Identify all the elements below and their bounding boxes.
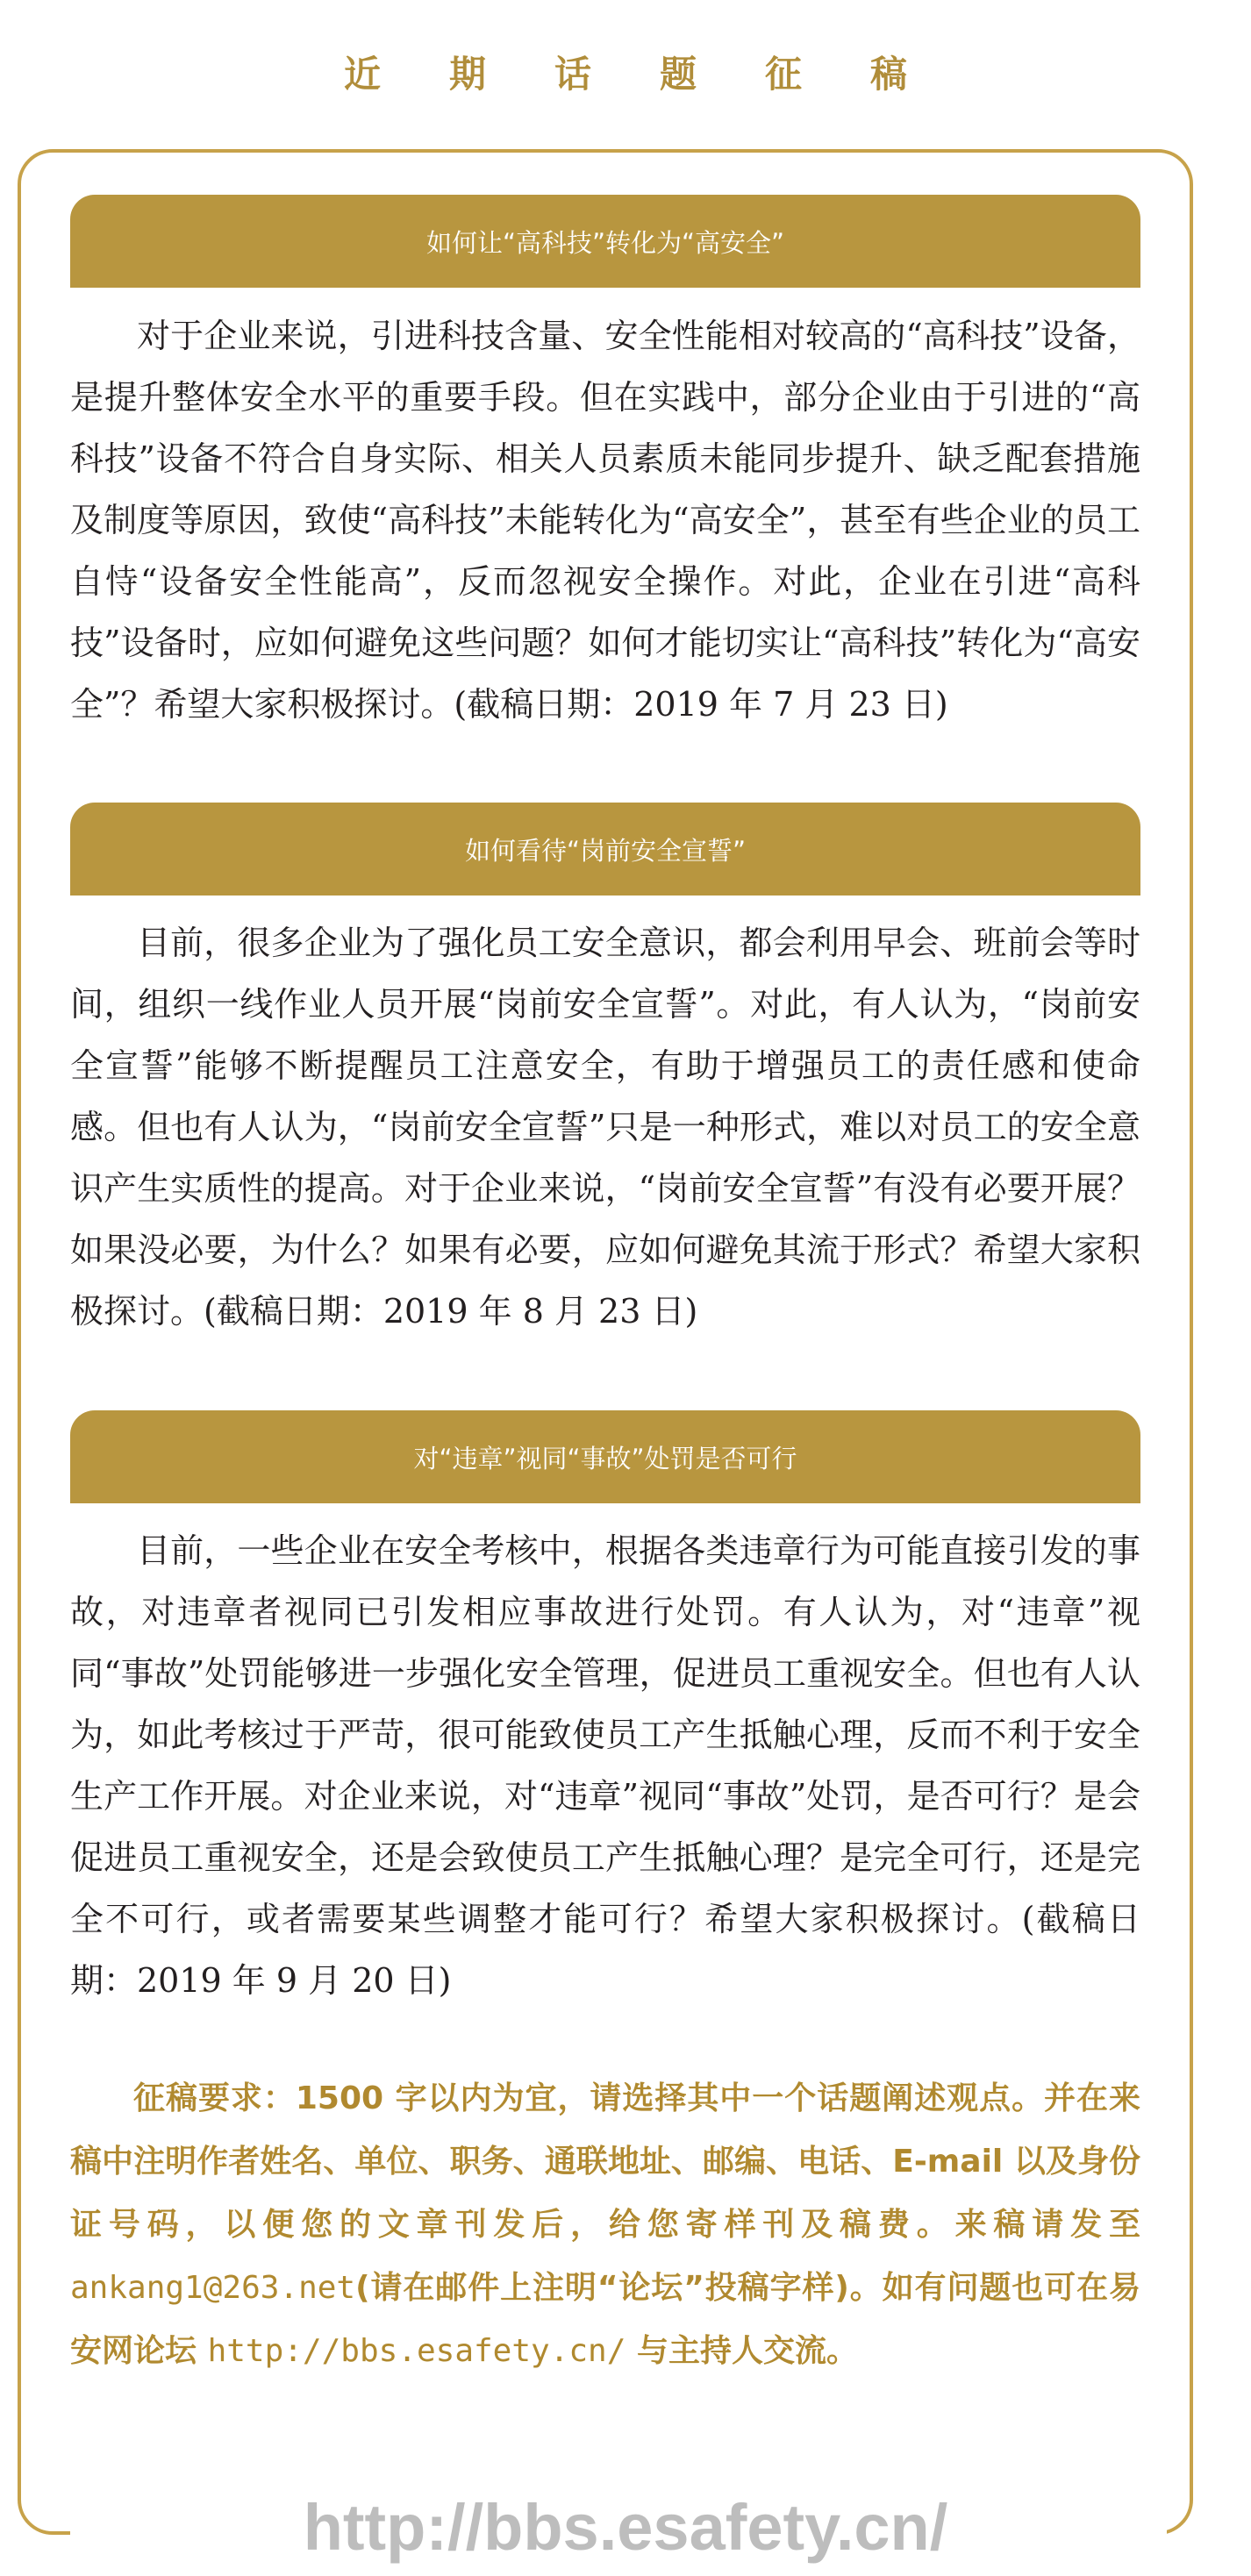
requirements-text: 征稿要求：1500 字以内为宜，请选择其中一个话题阐述观点。并在来稿中注明作者姓名、单位、职务、通联地址、邮编、电话、E-mail 以及身份证号码，以便您的文章刊发后，给您寄样刊及稿费。来稿请发至 — [70, 2080, 1140, 2243]
topic-1-title: 如何让“高科技”转化为“高安全” — [70, 195, 1140, 288]
requirements-text-2: (请在邮件上注明“论坛”投稿字样)。如有问题也可在易安网论坛 — [70, 2270, 1140, 2369]
requirements-text-end: 与主持人交流。 — [636, 2333, 858, 2369]
submission-email[interactable]: ankang1@263.net — [70, 2270, 356, 2306]
topic-2-title: 如何看待“岗前安全宣誓” — [70, 803, 1140, 896]
topic-2-body: 目前，很多企业为了强化员工安全意识，都会利用早会、班前会等时间，组织一线作业人员开展“岗前安全宣誓”。对此，有人认为，“岗前安全宣誓”能够不断提醒员工注意安全，有助于增强员工的责任感和使命感。但也有人认为，“岗前安全宣誓”只是一种形式，难以对员工的安全意识产生实质性的提高。对于企业来说，“岗前安全宣誓”有没有必要开展？如果没必要，为什么？如果有必要，应如何避免其流于形式？希望大家积极探讨。(截稿日期：2019 年 8 月 23 日) — [70, 924, 1140, 1331]
topic-3-title: 对“违章”视同“事故”处罚是否可行 — [70, 1410, 1140, 1503]
topic-1-body: 对于企业来说，引进科技含量、安全性能相对较高的“高科技”设备，是提升整体安全水平的重要手段。但在实践中，部分企业由于引进的“高科技”设备不符合自身实际、相关人员素质未能同步提升、缺乏配套措施及制度等原因，致使“高科技”未能转化为“高安全”，甚至有些企业的员工自恃“设备安全性能高”，反而忽视安全操作。对此，企业在引进“高科技”设备时，应如何避免这些问题？如何才能切实让“高科技”转化为“高安全”？希望大家积极探讨。(截稿日期：2019 年 7 月 23 日) — [70, 317, 1140, 724]
topic-3-body: 目前，一些企业在安全考核中，根据各类违章行为可能直接引发的事故，对违章者视同已引发相应事故进行处罚。有人认为，对“违章”视同“事故”处罚能够进一步强化安全管理，促进员工重视安全。但也有人认为，如此考核过于严苛，很可能致使员工产生抵触心理，反而不利于安全生产工作开展。对企业来说，对“违章”视同“事故”处罚，是否可行？是会促进员工重视安全，还是会致使员工产生抵触心理？是完全可行，还是完全不可行，或者需要某些调整才能可行？希望大家积极探讨。(截稿日期：2019 年 9 月 20 日) — [70, 1531, 1140, 2000]
page-title: 近期话题征稿 — [343, 53, 976, 96]
forum-link[interactable]: http://bbs.esafety.cn/ — [207, 2333, 626, 2369]
submission-requirements — [70, 2067, 1140, 2383]
footer-watermark-url: http://bbs.esafety.cn/ — [303, 2491, 948, 2564]
